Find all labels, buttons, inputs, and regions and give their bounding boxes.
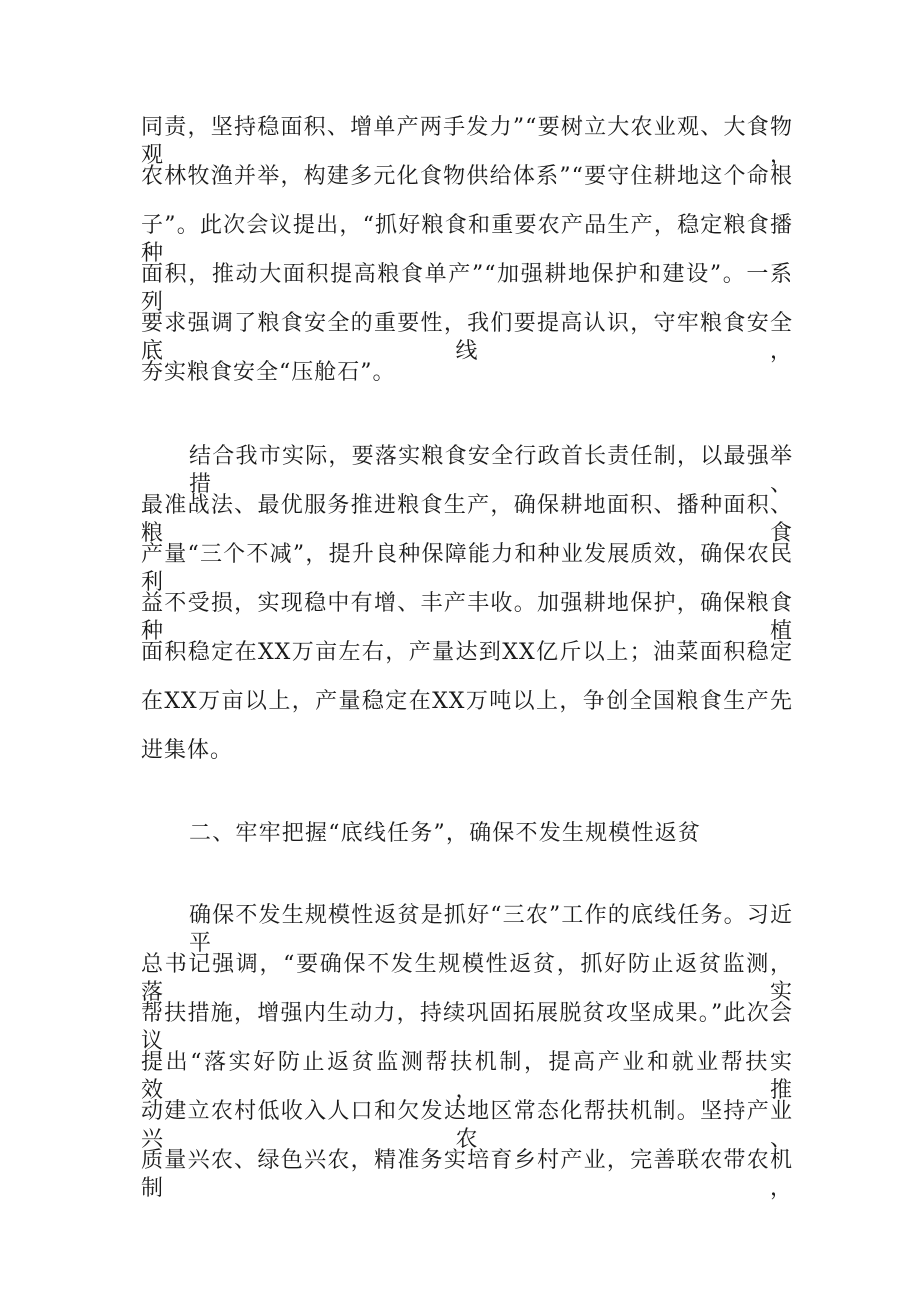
paragraph-line-text: 结合我市实际，要落实粮食安全行政首长责任制，以最强举措、 — [189, 444, 793, 497]
paragraph-line — [141, 1098, 920, 1154]
paragraph-line — [141, 541, 920, 597]
paragraph-line — [141, 212, 920, 268]
paragraph-line — [141, 359, 920, 387]
paragraph-line-text: 夯实粮食安全“压舱石”。 — [141, 360, 396, 385]
paragraph-line — [141, 688, 920, 716]
paragraph-line — [189, 902, 920, 958]
paragraph-line-text: 动建立农村低收入人口和欠发达地区常态化帮扶机制。坚持产业兴农、 — [141, 1099, 793, 1152]
section-heading-text: 二、牢牢把握“底线任务”，确保不发生规模性返贫 — [189, 821, 702, 846]
paragraph-line — [141, 639, 920, 667]
paragraph-line — [141, 1147, 920, 1203]
paragraph-line-text: 确保不发生规模性返贫是抓好“三农”工作的底线任务。习近平 — [189, 903, 793, 956]
paragraph-line-text: 益不受损，实现稳中有增、丰产丰收。加强耕地保护，确保粮食种植 — [141, 591, 793, 644]
paragraph-line — [141, 163, 920, 191]
paragraph-line-text: 总书记强调，“要确保不发生规模性返贫，抓好防止返贫监测，落实 — [141, 952, 793, 1005]
paragraph-line — [141, 261, 920, 317]
paragraph-line-text: 面积，推动大面积提高粮食单产”“加强耕地保护和建设”。一系列 — [141, 262, 793, 315]
paragraph-line — [141, 1000, 920, 1056]
section-heading — [189, 820, 920, 848]
paragraph-line — [141, 951, 920, 1007]
paragraph-line-text: 最准战法、最优服务推进粮食生产，确保耕地面积、播种面积、粮食 — [141, 493, 793, 546]
paragraph-line-text: 产量“三个不减”，提升良种保障能力和种业发展质效，确保农民利 — [141, 542, 793, 595]
paragraph-line-text: 农林牧渔并举，构建多元化食物供给体系”“要守住耕地这个命根 — [141, 164, 793, 189]
paragraph-line-text: 帮扶措施，增强内生动力，持续巩固拓展脱贫攻坚成果。”此次会议 — [141, 1001, 793, 1054]
paragraph-line-text: 质量兴农、绿色兴农，精准务实培育乡村产业，完善联农带农机制， — [141, 1148, 793, 1201]
paragraph-line-text: 要求强调了粮食安全的重要性，我们要提高认识，守牢粮食安全底线， — [141, 311, 793, 364]
paragraph-line-text: 子”。此次会议提出，“抓好粮食和重要农产品生产，稳定粮食播种 — [141, 213, 793, 266]
paragraph-line-text: 进集体。 — [141, 738, 234, 763]
paragraph-line-text: 面积稳定在XX万亩左右，产量达到XX亿斤以上；油菜面积稳定 — [141, 640, 793, 665]
paragraph-line-text: 提出“落实好防止返贫监测帮扶机制，提高产业和就业帮扶实效，推 — [141, 1050, 793, 1103]
paragraph-line — [141, 114, 920, 170]
paragraph-line-text: 在XX万亩以上，产量稳定在XX万吨以上，争创全国粮食生产先 — [141, 689, 793, 714]
paragraph-line-text: 同责，坚持稳面积、增单产两手发力”“要树立大农业观、大食物观， — [141, 115, 793, 168]
paragraph-line — [141, 492, 920, 548]
paragraph-line — [189, 443, 920, 499]
paragraph-line — [141, 310, 920, 366]
paragraph-line — [141, 737, 920, 765]
paragraph-line — [141, 590, 920, 646]
paragraph-line — [141, 1049, 920, 1105]
